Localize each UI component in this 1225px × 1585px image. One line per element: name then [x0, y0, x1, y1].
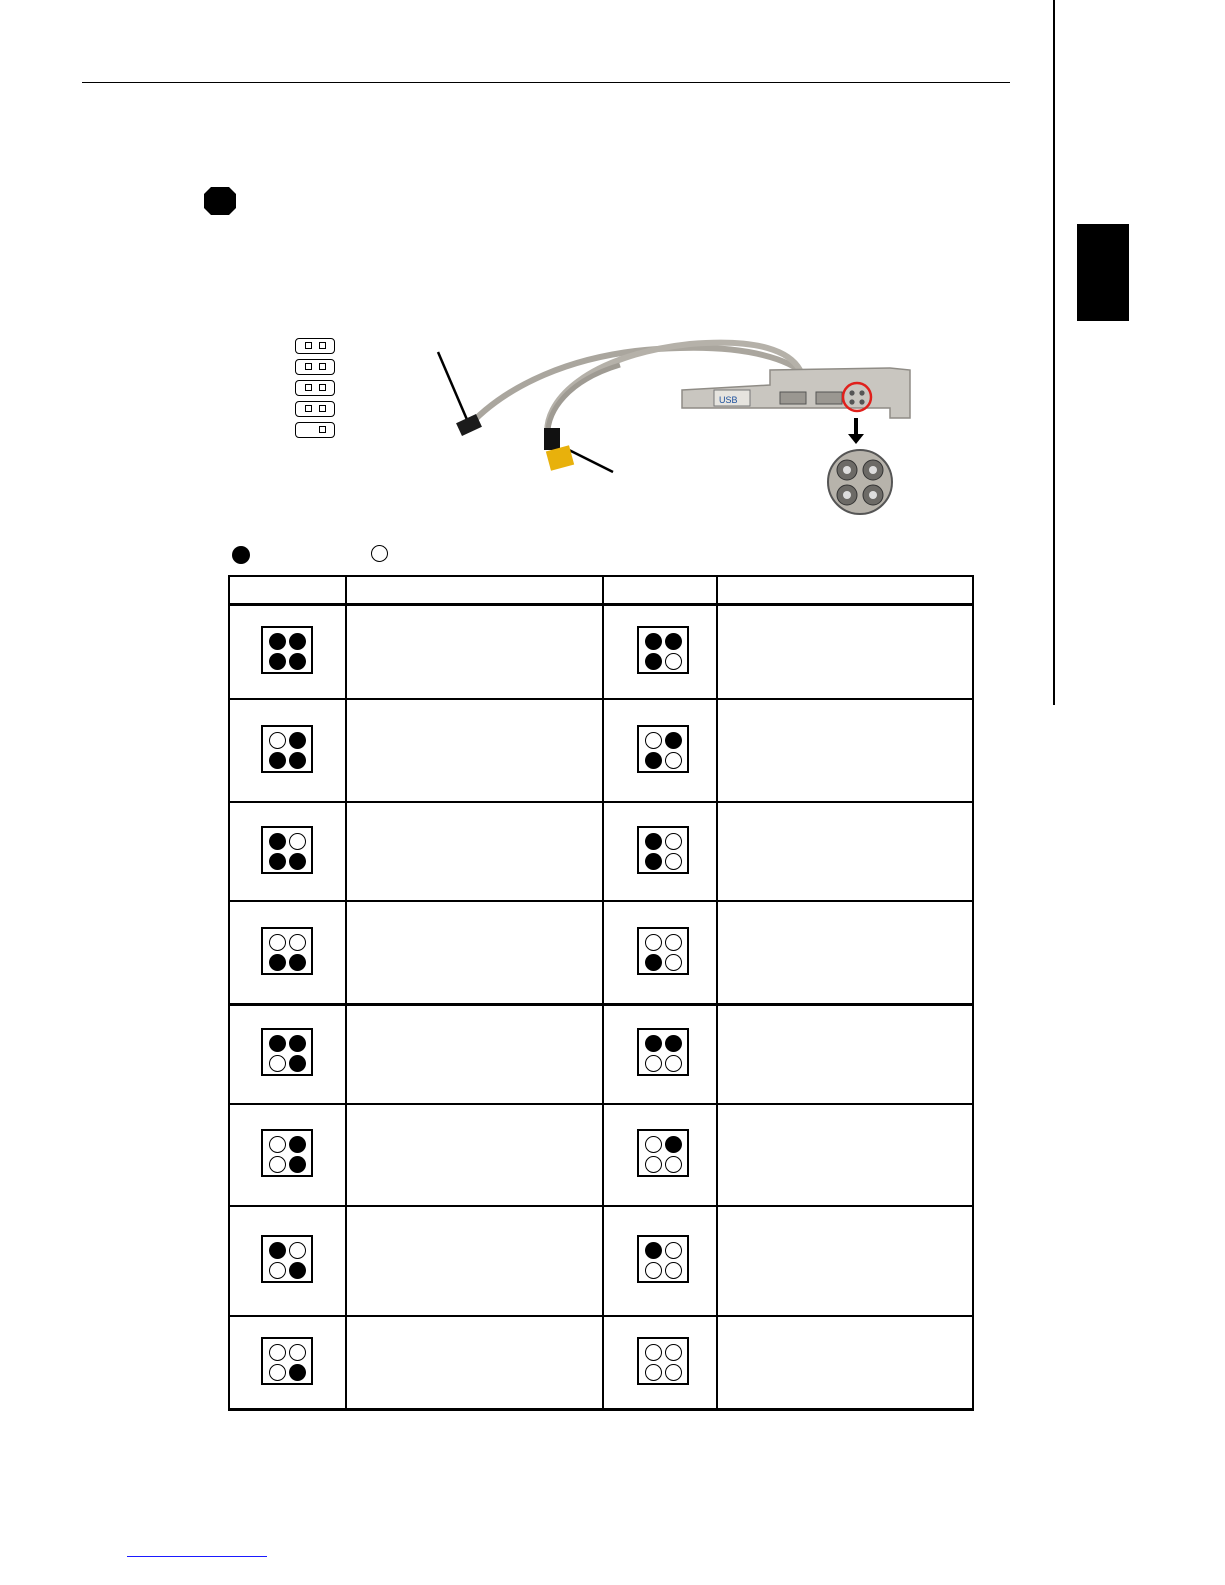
- led-pattern: [637, 1028, 689, 1076]
- svg-text:USB: USB: [719, 395, 738, 405]
- led-on-dot: [289, 732, 306, 749]
- led-on-dot: [289, 752, 306, 769]
- led-on-dot: [665, 1136, 682, 1153]
- table-column-rule: [602, 575, 604, 1411]
- led-on-dot: [289, 1136, 306, 1153]
- led-off-dot: [665, 1344, 682, 1361]
- led-pattern: [637, 725, 689, 773]
- led-off-dot: [665, 752, 682, 769]
- led-pattern: [261, 826, 313, 874]
- led-pattern: [637, 1129, 689, 1177]
- led-on-dot: [645, 653, 662, 670]
- led-off-dot: [665, 954, 682, 971]
- led-off-dot: [665, 1262, 682, 1279]
- led-on-dot: [645, 1242, 662, 1259]
- led-on-dot: [269, 752, 286, 769]
- led-on-dot: [645, 752, 662, 769]
- led-off-dot: [665, 934, 682, 951]
- led-off-dot: [289, 1242, 306, 1259]
- led-off-dot: [665, 1364, 682, 1381]
- led-on-dot: [645, 853, 662, 870]
- header-pin-row: [295, 422, 335, 438]
- table-row-rule: [228, 1205, 974, 1207]
- footer-link-underline: [127, 1556, 267, 1557]
- led-off-dot: [269, 1344, 286, 1361]
- led-off-dot: [269, 1364, 286, 1381]
- chapter-tab: [1077, 224, 1129, 321]
- led-pattern: [261, 1129, 313, 1177]
- led-off-dot: [645, 1156, 662, 1173]
- table-row-rule: [228, 575, 974, 577]
- led-off-dot: [269, 1136, 286, 1153]
- led-off-dot: [289, 833, 306, 850]
- led-off-dot: [645, 1344, 662, 1361]
- led-on-dot: [269, 653, 286, 670]
- led-off-dot: [269, 732, 286, 749]
- header-pin-row: [295, 380, 335, 396]
- table-row-rule: [228, 1103, 974, 1105]
- led-on-dot: [269, 954, 286, 971]
- led-off-dot: [645, 934, 662, 951]
- led-on-dot: [289, 1055, 306, 1072]
- led-pattern: [637, 1337, 689, 1385]
- led-on-dot: [269, 1035, 286, 1052]
- led-on-dot: [289, 853, 306, 870]
- led-pattern: [261, 725, 313, 773]
- led-on-dot: [289, 954, 306, 971]
- led-on-dot: [645, 1035, 662, 1052]
- led-on-dot: [665, 1035, 682, 1052]
- header-pin-row: [295, 401, 335, 417]
- table-row-rule: [228, 1315, 974, 1317]
- header-pin-row: [295, 338, 335, 354]
- table-row-rule: [228, 801, 974, 803]
- led-off-dot: [645, 1136, 662, 1153]
- side-rule: [1053, 0, 1055, 705]
- led-pattern: [637, 1235, 689, 1283]
- led-pattern: [637, 826, 689, 874]
- led-on-dot: [289, 653, 306, 670]
- led-pattern: [637, 927, 689, 975]
- led-off-dot: [665, 833, 682, 850]
- front-panel-header-diagram: [295, 338, 337, 442]
- led-off-dot: [645, 732, 662, 749]
- led-off-dot: [269, 1156, 286, 1173]
- table-row-rule: [228, 603, 974, 606]
- led-on-dot: [665, 732, 682, 749]
- table-column-rule: [228, 575, 230, 1411]
- led-on-dot: [645, 633, 662, 650]
- led-off-dot: [289, 934, 306, 951]
- led-on-dot: [289, 1156, 306, 1173]
- led-pattern: [261, 626, 313, 674]
- led-on-dot: [269, 833, 286, 850]
- empty-circle-icon: [371, 545, 388, 562]
- led-off-dot: [289, 1344, 306, 1361]
- table-column-rule: [345, 575, 347, 1411]
- led-off-dot: [269, 934, 286, 951]
- usb-bracket-cable-photo: [420, 330, 930, 520]
- led-off-dot: [269, 1262, 286, 1279]
- led-on-dot: [289, 633, 306, 650]
- table-row-rule: [228, 698, 974, 700]
- led-on-dot: [289, 1035, 306, 1052]
- led-pattern-table: [228, 575, 974, 1411]
- led-on-dot: [269, 633, 286, 650]
- hexagon-bullet-icon: [203, 186, 237, 216]
- led-off-dot: [665, 1156, 682, 1173]
- led-off-dot: [665, 1242, 682, 1259]
- led-on-dot: [269, 1242, 286, 1259]
- filled-circle-icon: [232, 546, 250, 564]
- led-off-dot: [665, 853, 682, 870]
- led-pattern: [261, 1235, 313, 1283]
- led-pattern: [261, 1337, 313, 1385]
- led-pattern: [261, 1028, 313, 1076]
- table-row-rule: [228, 900, 974, 902]
- led-off-dot: [645, 1262, 662, 1279]
- led-on-dot: [665, 633, 682, 650]
- led-off-dot: [665, 1055, 682, 1072]
- table-column-rule: [716, 575, 718, 1411]
- led-off-dot: [645, 1055, 662, 1072]
- table-row-rule: [228, 1408, 974, 1411]
- led-pattern: [261, 927, 313, 975]
- table-column-rule: [972, 575, 974, 1411]
- table-row-rule: [228, 1003, 974, 1006]
- header-pin-row: [295, 359, 335, 375]
- led-on-dot: [645, 954, 662, 971]
- led-off-dot: [665, 653, 682, 670]
- led-on-dot: [269, 853, 286, 870]
- led-on-dot: [289, 1364, 306, 1381]
- led-off-dot: [269, 1055, 286, 1072]
- led-on-dot: [645, 833, 662, 850]
- led-off-dot: [645, 1364, 662, 1381]
- led-pattern: [637, 626, 689, 674]
- header-rule: [82, 82, 1010, 83]
- led-on-dot: [289, 1262, 306, 1279]
